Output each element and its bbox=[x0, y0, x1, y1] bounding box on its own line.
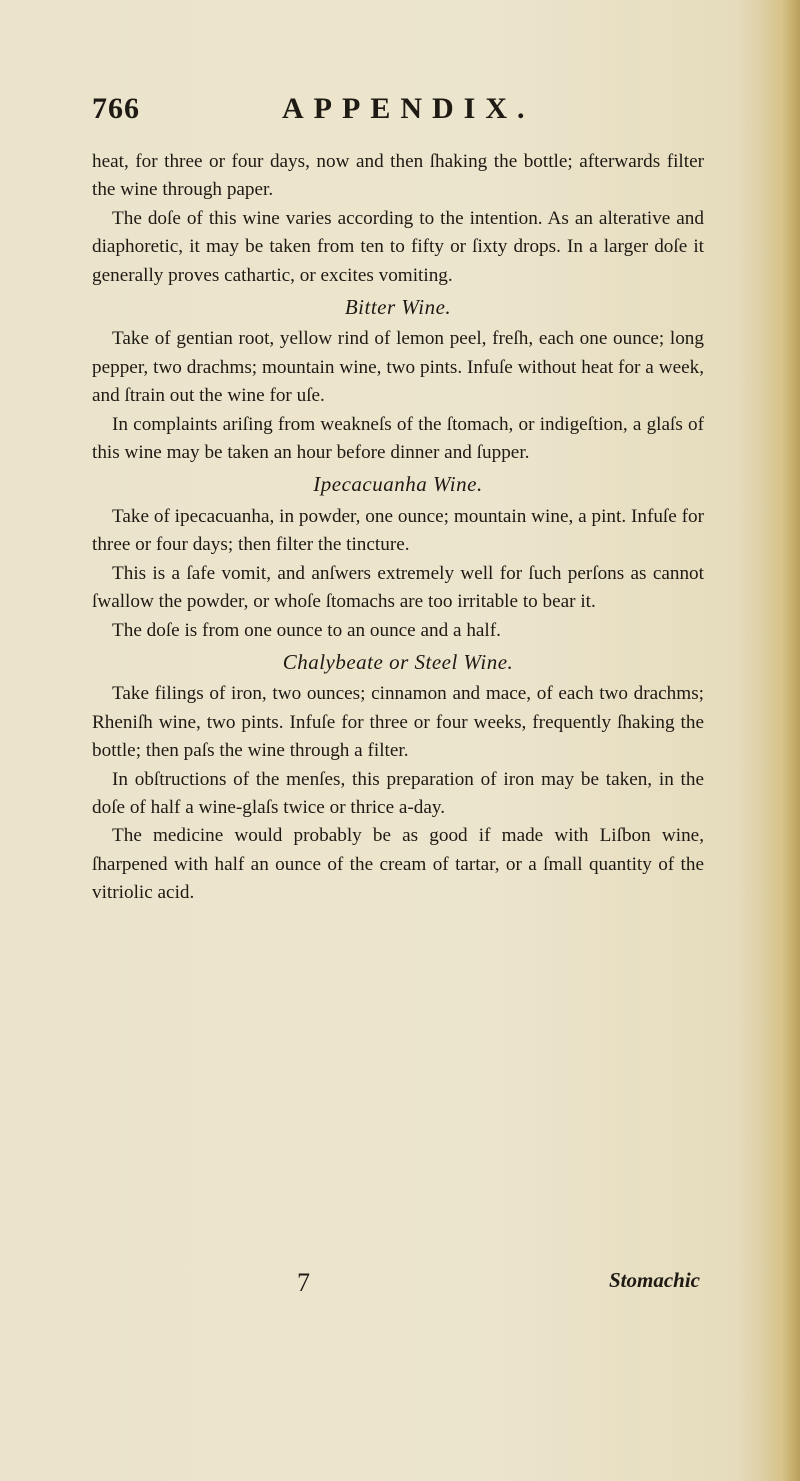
paragraph: The medicine would probably be as good if made with Liſbon wine, ſharpened with half an ounce of the cream of tartar, or a ſmall quantity of the vitriolic acid. bbox=[92, 825, 704, 904]
section-heading-ipecacuanha-wine: Ipecacuanha Wine. bbox=[313, 472, 483, 497]
paragraph: In obſtructions of the menſes, this preparation of iron may be taken, in the doſe of half a wine-glaſs twice or thrice a-day. bbox=[92, 768, 704, 818]
catchword: Stomachic bbox=[608, 1268, 700, 1292]
signature-mark: 7 bbox=[297, 1268, 310, 1297]
paragraph: Take of gentian root, yellow rind of lemon peel, freſh, each one ounce; long pepper, two drachms; mountain wine, two pints. Infuſe without heat for a week, and ſtrain out the wine for uſe. bbox=[92, 328, 704, 407]
paragraph: This is a ſafe vomit, and anſwers extremely well for ſuch perſons as cannot ſwallow the powder, or whoſe ſtomachs are too irritable to bear it. bbox=[92, 562, 704, 613]
body-text bbox=[92, 148, 704, 908]
section-heading-bitter-wine: Bitter Wine. bbox=[344, 295, 452, 320]
paragraph: The doſe of this wine varies according to the intention. As an alterative and diaphoretic, it may be taken from ten to fifty or ſixty drops. In a larger doſe it generally proves cathartic, or excites vomiting. bbox=[92, 207, 704, 286]
paragraph: heat, for three or four days, now and then ſhaking the bottle; afterwards filter the wine through paper. bbox=[92, 151, 704, 201]
running-head: APPENDIX. bbox=[282, 92, 535, 125]
page-edge bbox=[766, 0, 800, 1481]
page-header bbox=[92, 92, 712, 132]
paragraph: In complaints ariſing from weakneſs of the ſtomach, or indigeſtion, a glaſs of this wine may be taken an hour before dinner and ſupper. bbox=[92, 413, 704, 464]
paragraph: Take of ipecacuanha, in powder, one ounce; mountain wine, a pint. Infuſe for three or four days; then filter the tincture. bbox=[92, 505, 704, 556]
page-footer bbox=[92, 1268, 704, 1308]
paragraph: Take filings of iron, two ounces; cinnamon and mace, of each two drachms; Rheniſh wine, two pints. Infuſe for three or four weeks, frequently ſhaking the bottle; then paſs the wine through a filter. bbox=[92, 683, 704, 762]
page-number: 766 bbox=[92, 92, 140, 125]
paragraph: The doſe is from one ounce to an ounce and a half. bbox=[112, 619, 501, 641]
section-heading-chalybeate-wine: Chalybeate or Steel Wine. bbox=[282, 649, 514, 674]
